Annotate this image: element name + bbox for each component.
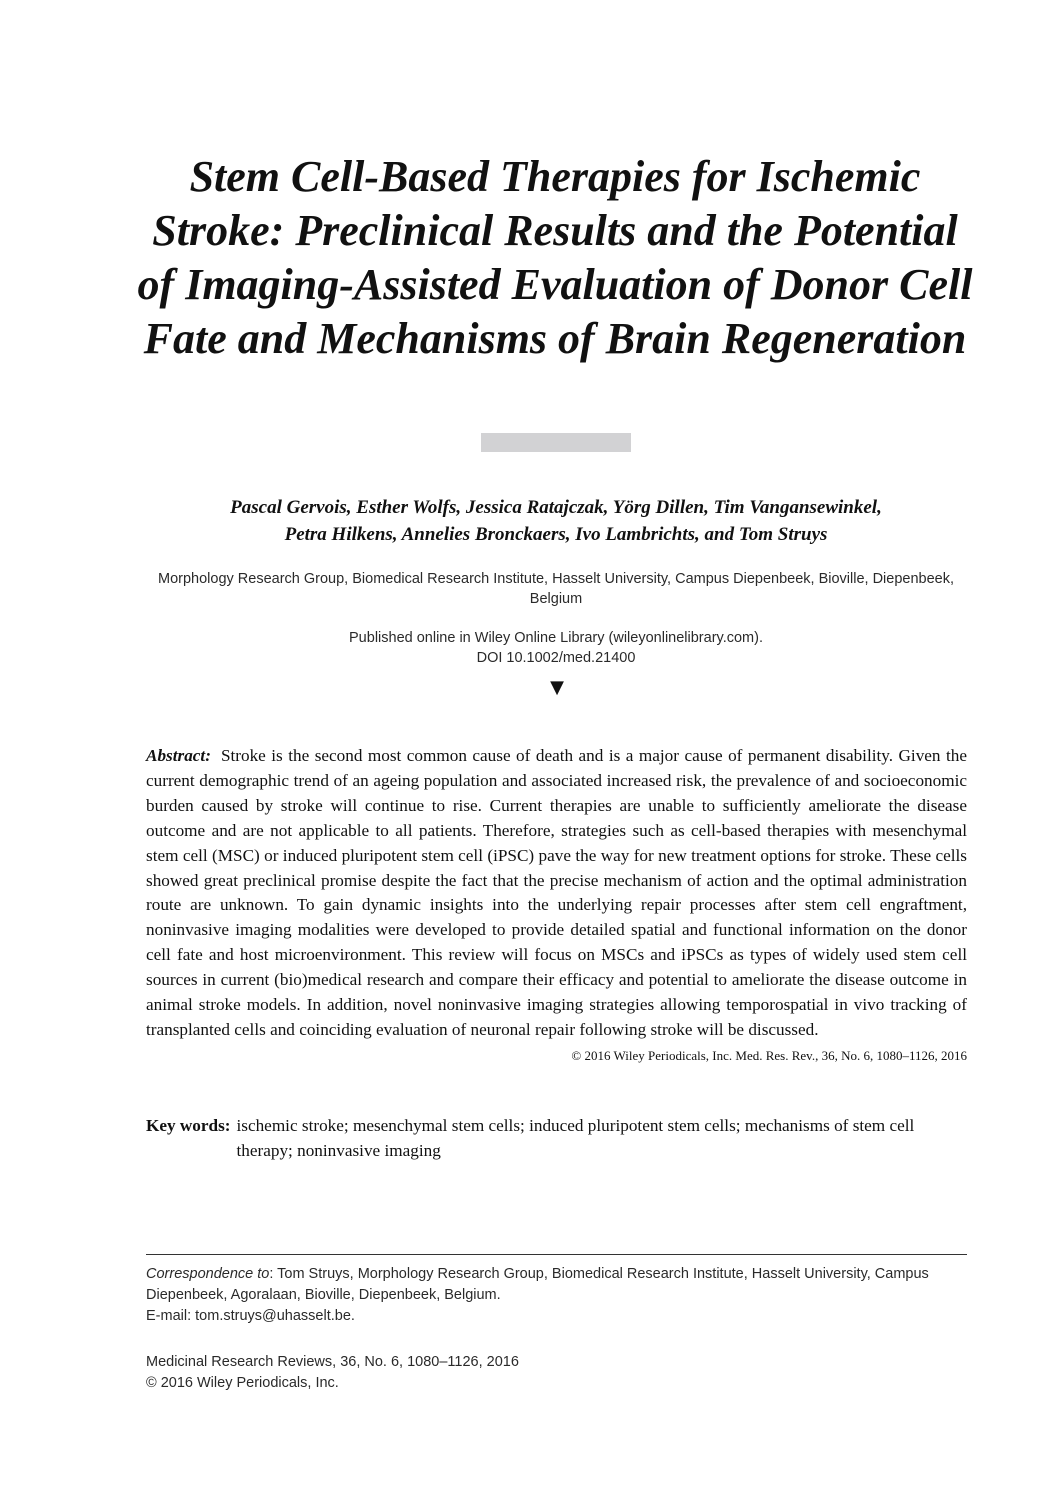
authors-line-1: Pascal Gervois, Esther Wolfs, Jessica Ratajczak, Yörg Dillen, Tim Vangansewinkel,	[230, 497, 882, 518]
keywords-block	[146, 1114, 967, 1163]
abstract-copyright: © 2016 Wiley Periodicals, Inc. Med. Res. Rev., 36, No. 6, 1080–1126, 2016	[571, 1047, 967, 1063]
keywords-text: ischemic stroke; mesenchymal stem cells; induced pluripotent stem cells; mechanisms of stem cell therapy; noninvasive imaging	[236, 1116, 915, 1160]
keywords-label: Key words:	[146, 1116, 231, 1135]
abstract-label: Abstract:	[146, 746, 211, 765]
correspondence-footnote	[146, 1264, 967, 1327]
correspondence-email: E-mail: tom.struys@uhasselt.be.	[146, 1308, 355, 1324]
footnote-divider	[146, 1254, 967, 1255]
author-list	[140, 494, 972, 548]
authors-line-2: Petra Hilkens, Annelies Bronckaers, Ivo Lambrichts, and Tom Struys	[284, 524, 828, 545]
journal-reference: Medicinal Research Reviews, 36, No. 6, 1080–1126, 2016	[146, 1354, 519, 1370]
abstract-text: Stroke is the second most common cause of death and is a major cause of permanent disability. Given the current demographic trend of an ageing population and associated increased risk, the prevalence of and socioeconomic burden caused by stroke will continue to rise. Current therapies are unable to sufficiently ameliorate the disease outcome and are not applicable to all patients. Therefore, strategies such as cell-based therapies with mesenchymal stem cell (MSC) or induced pluripotent stem cell (iPSC) pave the way for new treatment options for stroke. These cells showed great preclinical promise despite the fact that the precise mechanism of action and the optimal administration route are unknown. To gain dynamic insights into the underlying repair processes after stem cell engraftment, noninvasive imaging modalities were developed to provide detailed spatial and functional information on the donor cell fate and host microenvironment. This review will focus on MSCs and iPSCs as types of widely used stem cell sources in current (bio)medical research and compare their efficacy and potential to ameliorate the disease outcome in animal stroke models. In addition, novel noninvasive imaging strategies allowing temporospatial in vivo tracking of transplanted cells and coinciding evaluation of neuronal repair following stroke will be discussed.	[146, 746, 967, 1039]
article-title: Stem Cell-Based Therapies for Ischemic Stroke: Preclinical Results and the Potential of Imaging-Assisted Evaluation of Donor Cell Fate and Mechanisms of Brain Regeneration	[137, 152, 973, 363]
correspondence-line	[146, 1264, 967, 1306]
author-affiliation: Morphology Research Group, Biomedical Research Institute, Hasselt University, Campus Diepenbeek, Bioville, Diepenbeek, Belgium	[158, 571, 954, 607]
journal-citation	[146, 1352, 967, 1394]
publication-info	[140, 628, 972, 668]
abstract-paragraph	[146, 744, 967, 1069]
title-separator-bar	[481, 433, 631, 452]
section-marker-triangle-icon: ▼	[550, 677, 564, 698]
correspondence-address: : Tom Struys, Morphology Research Group, Biomedical Research Institute, Hasselt University, Campus Diepenbeek, Agoralaan, Bioville, Diepenbeek, Belgium.	[146, 1266, 929, 1303]
correspondence-label: Correspondence to	[146, 1266, 270, 1282]
published-online-note: Published online in Wiley Online Library (wileyonlinelibrary.com).	[349, 630, 763, 646]
journal-copyright: © 2016 Wiley Periodicals, Inc.	[146, 1375, 339, 1391]
doi-text: DOI 10.1002/med.21400	[476, 650, 636, 666]
